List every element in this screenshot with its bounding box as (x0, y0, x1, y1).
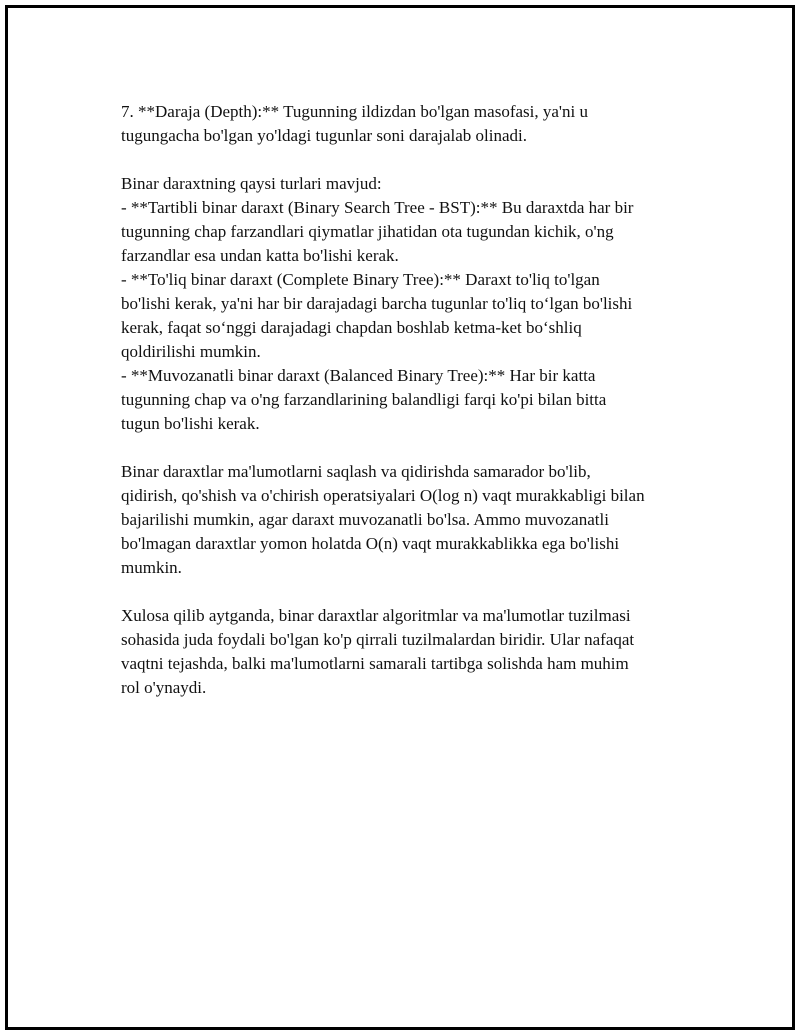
text-line: Binar daraxtning qaysi turlari mavjud: (121, 174, 382, 193)
text-line: kerak, faqat so‘nggi darajadagi chapdan boshlab ketma-ket bo‘shliq (121, 318, 582, 337)
document-body (121, 100, 721, 700)
text-line: bajarilishi mumkin, agar daraxt muvozanatli bo'lsa. Ammo muvozanatli (121, 510, 609, 529)
text-line: tugungacha bo'lgan yo'ldagi tugunlar soni darajalab olinadi. (121, 126, 527, 145)
text-line: Xulosa qilib aytganda, binar daraxtlar algoritmlar va ma'lumotlar tuzilmasi (121, 606, 631, 625)
text-line: vaqtni tejashda, balki ma'lumotlarni samarali tartibga solishda ham muhim (121, 654, 629, 673)
page-frame (5, 5, 795, 1030)
text-line: 7. **Daraja (Depth):** Tugunning ildizdan bo'lgan masofasi, ya'ni u (121, 102, 588, 121)
paragraph-spacer (121, 148, 721, 172)
text-line: tugunning chap va o'ng farzandlarining balandligi farqi ko'pi bilan bitta (121, 390, 607, 409)
text-line: - **To'liq binar daraxt (Complete Binary Tree):** Daraxt to'liq to'lgan (121, 270, 600, 289)
text-line: mumkin. (121, 558, 182, 577)
text-line: - **Muvozanatli binar daraxt (Balanced Binary Tree):** Har bir katta (121, 366, 596, 385)
text-line: - **Tartibli binar daraxt (Binary Search Tree - BST):** Bu daraxtda har bir (121, 198, 634, 217)
paragraph-spacer (121, 580, 721, 604)
paragraph-tree-types (121, 172, 721, 436)
paragraph-conclusion (121, 604, 721, 700)
paragraph-depth-definition (121, 100, 721, 148)
text-line: farzandlar esa undan katta bo'lishi kerak. (121, 246, 399, 265)
text-line: sohasida juda foydali bo'lgan ko'p qirrali tuzilmalardan biridir. Ular nafaqat (121, 630, 635, 649)
text-line: rol o'ynaydi. (121, 678, 207, 697)
paragraph-spacer (121, 436, 721, 460)
text-line: tugun bo'lishi kerak. (121, 414, 260, 433)
text-line: bo'lishi kerak, ya'ni har bir darajadagi barcha tugunlar to'liq to‘lgan bo'lishi (121, 294, 633, 313)
text-line: qoldirilishi mumkin. (121, 342, 261, 361)
text-line: Binar daraxtlar ma'lumotlarni saqlash va qidirishda samarador bo'lib, (121, 462, 591, 481)
text-line: tugunning chap farzandlari qiymatlar jihatidan ota tugundan kichik, o'ng (121, 222, 614, 241)
text-line: bo'lmagan daraxtlar yomon holatda O(n) vaqt murakkablikka ega bo'lishi (121, 534, 620, 553)
text-line: qidirish, qo'shish va o'chirish operatsiyalari O(log n) vaqt murakkabligi bilan (121, 486, 645, 505)
paragraph-efficiency (121, 460, 721, 580)
